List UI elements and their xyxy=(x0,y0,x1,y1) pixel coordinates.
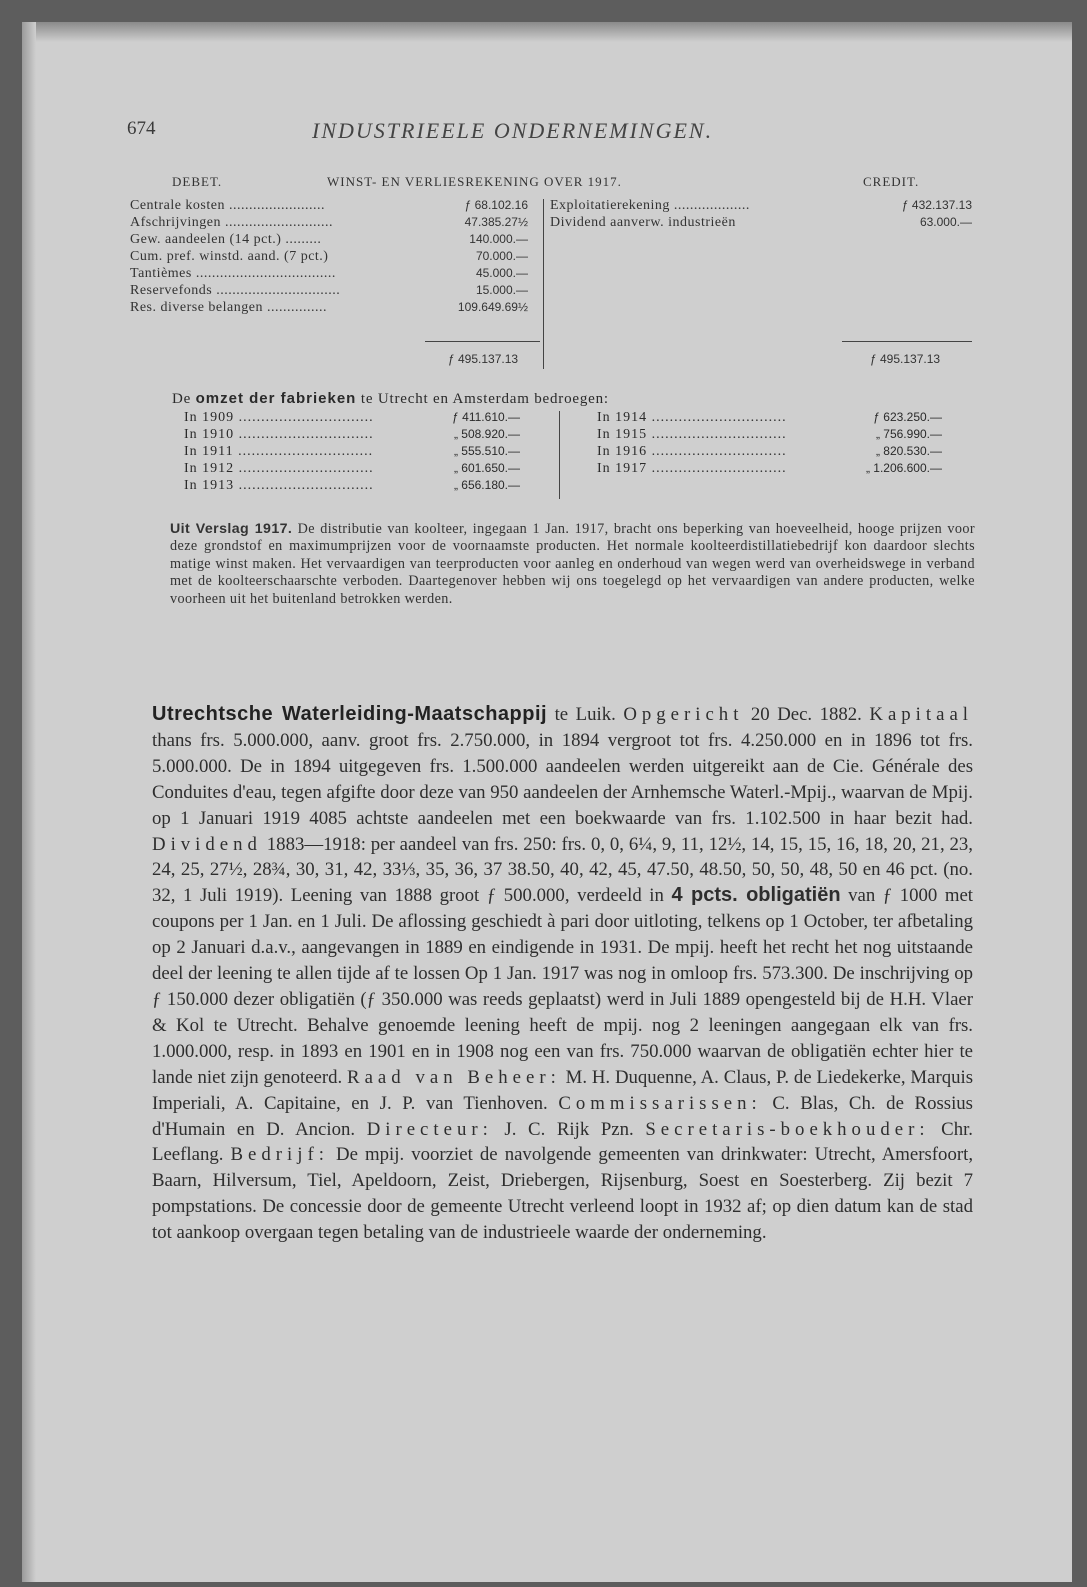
company-text: M. H. Duquenne, A. Claus, P. de Liedekerke, Marquis Imperiali, A. Capitaine, en J. P. van Tienhoven. xyxy=(152,1066,974,1114)
turnover-year: In 1911 .............................. xyxy=(184,444,374,459)
credit-column xyxy=(550,197,972,231)
debit-row xyxy=(130,248,540,265)
turnover-amount: ƒ 623.250.— xyxy=(873,410,942,424)
report-label: Uit Verslag 1917. xyxy=(170,521,293,537)
ledger-divider xyxy=(543,199,544,369)
credit-label: CREDIT. xyxy=(863,174,920,189)
credit-total: ƒ 495.137.13 xyxy=(870,352,941,366)
debit-amount: 45.000.— xyxy=(475,266,528,280)
obligatien-label: 4 pcts. obligatiën xyxy=(671,884,841,907)
company-text: van ƒ 1000 met coupons per 1 Jan. en 1 Juli. De aflossing geschiedt à pari door uitloting, telkens op 1 October, ter afbetaling op 2 Januari d.a.v., aangevangen in 1889 en eindigende in 1931. De mpij. heeft het recht het nog uitstaande deel der leening te allen tijde af te lossen Op 1 Jan. 1917 was nog in omloop frs. 573.300. De inschrijving op ƒ 150.000 dezer obligatiën (ƒ 350.000 was reeds geplaatst) werd in Juli 1889 opengesteld bij de H.H. Vlaer & Kol te Utrecht. Behalve genoemde leening heeft de mpij. nog 2 leeningen aangegaan elk van frs. 1.000.000, resp. in 1893 en 1901 en in 1908 nog een van frs. 750.000 waarvan de obligatiën echter hier te lande niet zijn genoteerd. xyxy=(152,885,974,1088)
omzet-intro-pre: De xyxy=(172,391,196,407)
bedrijf-label: Bedrijf: xyxy=(230,1144,329,1166)
debit-amount: 109.649.69½ xyxy=(457,300,528,314)
turnover-left-column xyxy=(184,409,520,494)
debit-label: Gew. aandeelen (14 pct.) ......... xyxy=(130,232,322,247)
turnover-row xyxy=(184,443,520,460)
debit-row xyxy=(130,214,540,231)
debit-amount: ƒ 68.102.16 xyxy=(464,198,528,212)
page xyxy=(22,22,1072,1582)
credit-label: Exploitatierekening ................... xyxy=(550,198,750,213)
commissarissen-label: Commissarissen: xyxy=(558,1092,762,1114)
company-text: Chr. Leeflang. xyxy=(152,1118,973,1166)
company-entry xyxy=(152,702,973,1246)
turnover-row xyxy=(597,443,942,460)
running-head xyxy=(127,118,972,146)
debit-total-rule xyxy=(425,341,540,342)
turnover-row xyxy=(597,409,942,426)
debit-row xyxy=(130,299,540,316)
turnover-amount: „ 508.920.— xyxy=(453,427,520,441)
turnover-row xyxy=(184,409,520,426)
running-title: INDUSTRIEELE ONDERNEMINGEN. xyxy=(312,118,714,143)
turnover-row xyxy=(184,460,520,477)
debet-label: DEBET. xyxy=(172,174,223,189)
turnover-right-column xyxy=(597,409,942,477)
company-text: De mpij. voorziet de navolgende gemeenten van drinkwater: Utrecht, Amersfoort, Baarn, Hilversum, Tiel, Apeldoorn, Zeist, Driebergen, Rijsenburg, Soest en Soesterberg. Zij bezit 7 pompstations. De concessie door de gemeente Utrecht verleend loopt in 1932 af; op dien datum kan de stad tot aankoop overgaan tegen betaling van de industrieele waarde der onderneming. xyxy=(152,1144,974,1244)
turnover-year: In 1914 .............................. xyxy=(597,410,787,425)
turnover-row xyxy=(184,477,520,494)
debit-column xyxy=(130,197,540,316)
turnover-year: In 1909 .............................. xyxy=(184,410,374,425)
kapitaal-label: Kapitaal xyxy=(869,704,974,725)
opgericht-label: Opgericht xyxy=(623,704,744,725)
company-name: Utrechtsche Waterleiding-Maatschappij xyxy=(152,703,548,725)
turnover-year: In 1916 .............................. xyxy=(597,444,787,459)
omzet-intro-bold: omzet der fabrieken xyxy=(195,390,357,407)
credit-amount: 63.000.— xyxy=(919,215,972,229)
debit-row xyxy=(130,282,540,299)
turnover-year: In 1913 .............................. xyxy=(184,478,374,493)
company-text: J. C. Rijk Pzn. xyxy=(492,1118,646,1140)
scan-top-edge xyxy=(22,22,1072,42)
turnover-row xyxy=(184,426,520,443)
directeur-label: Directeur: xyxy=(366,1118,493,1140)
turnover-amount: „ 820.530.— xyxy=(875,444,942,458)
turnover-year: In 1915 .............................. xyxy=(597,427,787,442)
turnover-year: In 1910 .............................. xyxy=(184,427,374,442)
company-text: thans frs. 5.000.000, aanv. groot frs. 2.750.000, in 1894 vergroot tot frs. 4.250.000 en in 1896 tot frs. 5.000.000. De in 1894 uitgegeven frs. 1.500.000 aandeelen werden uitgereikt aan de Cie. Générale des Conduites d'eau, tegen afgifte door deze van 950 aandeelen der Arnhemsche Waterl.-Mpij., waarvan de Mpij. op 1 Januari 1919 4085 achtste aandeelen met een boekwaarde van frs. 1.102.500 in haar bezit had. xyxy=(152,729,973,829)
company-text: te Luik. xyxy=(547,704,624,725)
turnover-year: In 1912 .............................. xyxy=(184,461,374,476)
turnover-row xyxy=(597,426,942,443)
omzet-intro xyxy=(172,390,972,408)
company-text: 1883—1918: per aandeel van frs. 250: frs. 0, 0, 6¼, 9, 11, 12½, 14, 15, 15, 16, 18, 20, 21, 23, 24, 25, 27½, 28¾, 30, 31, 42, 33⅓, 35, 36, 37 38.50, 40, 42, 45, 47.50, 48.50, 50, 50, 48, 50 en 46 pct. (no. 32, 1 Juli 1919). Leening van 1888 groot ƒ 500.000, verdeeld in xyxy=(152,833,973,907)
credit-amount: ƒ 432.137.13 xyxy=(901,198,972,212)
omzet-intro-post: te Utrecht en Amsterdam bedroegen: xyxy=(356,391,609,407)
company-text: C. Blas, Ch. de Rossius d'Humain en D. Ancion. xyxy=(152,1092,973,1140)
debit-amount: 15.000.— xyxy=(475,283,528,297)
company-text: 20 Dec. 1882. xyxy=(743,704,870,725)
debit-amount: 140.000.— xyxy=(469,232,528,246)
scan-left-edge xyxy=(22,22,36,1582)
secretaris-label: Secretaris-boekhouder: xyxy=(645,1118,930,1140)
credit-label: Dividend aanverw. industrieën xyxy=(550,215,736,230)
turnover-amount: „ 656.180.— xyxy=(453,478,520,492)
credit-total-rule xyxy=(842,341,972,342)
debit-row xyxy=(130,197,540,214)
dividend-label: Dividend xyxy=(152,833,262,855)
turnover-amount: ƒ 411.610.— xyxy=(452,410,520,424)
account-header xyxy=(127,174,972,192)
account-title: WINST- EN VERLIESREKENING OVER 1917. xyxy=(327,174,622,189)
turnover-row xyxy=(597,460,942,477)
debit-amount: 70.000.— xyxy=(475,249,528,263)
raad-label: Raad van Beheer: xyxy=(347,1066,561,1088)
turnover-amount: „ 1.206.600.— xyxy=(865,461,942,475)
debit-label: Cum. pref. winstd. aand. (7 pct.) xyxy=(130,249,329,264)
debit-label: Reservefonds ............................... xyxy=(130,283,341,298)
turnover-amount: „ 601.650.— xyxy=(453,461,520,475)
debit-total: ƒ 495.137.13 xyxy=(448,352,519,366)
debit-amount: 47.385.27½ xyxy=(464,215,528,229)
debit-label: Res. diverse belangen ............... xyxy=(130,300,327,315)
report-text: De distributie van koolteer, ingegaan 1 Jan. 1917, bracht ons beperking van hoeveelheid, hooge prijzen voor deze grondstof en maximumprijzen voor de voornaamste producten. Het normale koolteerdistillatiebedrijf kon daardoor slechts matige winst maken. Het vervaardigen van teerproducten voor aanleg en onderhoud van wegen werd van overheidswege in verband met de koolteerschaarschte verboden. Daartegenover hebben wij ons toegelegd op het vervaardigen van andere producten, welke voorheen uit het buitenland betrokken werden. xyxy=(170,521,975,607)
turnover-divider xyxy=(559,411,560,499)
turnover-amount: „ 756.990.— xyxy=(875,427,942,441)
page-number: 674 xyxy=(127,118,156,139)
report-excerpt xyxy=(170,521,975,608)
debit-row xyxy=(130,265,540,282)
debit-label: Afschrijvingen ........................... xyxy=(130,215,333,230)
debit-row xyxy=(130,231,540,248)
debit-label: Tantièmes ................................... xyxy=(130,266,336,281)
turnover-amount: „ 555.510.— xyxy=(453,444,520,458)
credit-row xyxy=(550,214,972,231)
debit-label: Centrale kosten ........................ xyxy=(130,198,325,213)
credit-row xyxy=(550,197,972,214)
turnover-year: In 1917 .............................. xyxy=(597,461,787,476)
